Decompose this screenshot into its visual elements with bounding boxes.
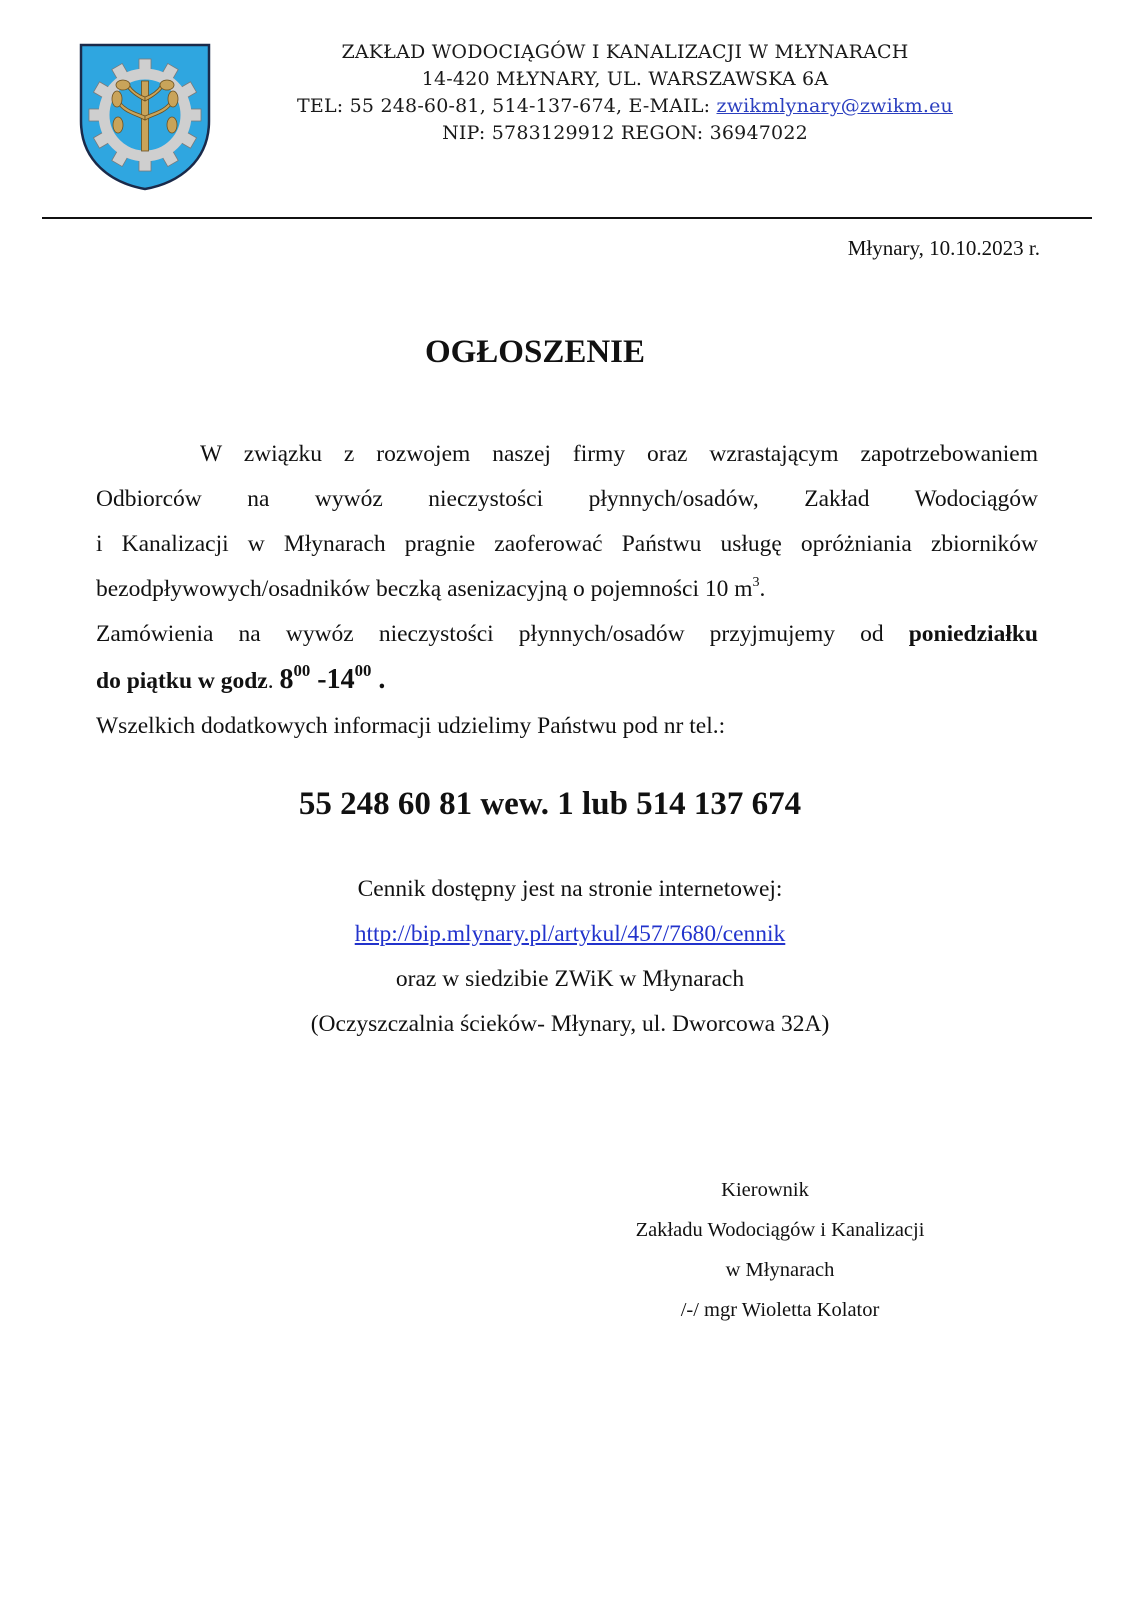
contact-phone-numbers: 55 248 60 81 wew. 1 lub 514 137 674 (298, 786, 802, 822)
body-line: W związku z rozwojem naszej firmy oraz wzrastającym zapotrzebowaniem (200, 441, 1038, 467)
org-name: ZAKŁAD WODOCIĄGÓW I KANALIZACJI W MŁYNARACH (341, 41, 909, 63)
orders-from-day: poniedziałku (908, 621, 1038, 647)
pricing-link-wrap (0, 921, 1140, 948)
signature-org-location: w Młynarach (725, 1259, 835, 1281)
pricing-intro: Cennik dostępny jest na stronie internetowej: (357, 876, 783, 902)
pricing-address: (Oczyszczalnia ścieków- Młynary, ul. Dworcowa 32A) (310, 1011, 830, 1037)
info-line: Wszelkich dodatkowych informacji udzielimy Państwu pod nr tel.: (96, 713, 726, 739)
document-date: Młynary, 10.10.2023 r. (847, 236, 1040, 260)
contact-phones: TEL: 55 248-60-81, 514-137-674, E-MAIL: (297, 95, 717, 117)
org-ids: NIP: 5783129912 REGON: 36947022 (442, 122, 808, 144)
signature-name: /-/ mgr Wioletta Kolator (680, 1299, 880, 1321)
signature-org: Zakładu Wodociągów i Kanalizacji (635, 1219, 925, 1241)
body-paragraph (96, 432, 1038, 749)
body-line: Odbiorców na wywóz nieczystości płynnych/osadów, Zakład Wodociągów (96, 486, 1038, 512)
body-line-capacity: bezodpływowych/osadników beczką asenizacyjną o pojemności 10 $m^3$. (96, 573, 766, 602)
pricing-link[interactable]: http://bip.mlynary.pl/artykul/457/7680/cennik (354, 921, 786, 947)
hours-line: do piątku w godz. $8^{00}$ $-14^{00}$ . (96, 661, 386, 695)
signature-role: Kierownik (721, 1179, 809, 1201)
email-link[interactable]: zwikmlynary@zwikm.eu (716, 95, 953, 117)
org-address: 14-420 MŁYNARY, UL. WARSZAWSKA 6A (421, 68, 829, 90)
header-divider (42, 217, 1092, 219)
org-contact (240, 95, 1010, 117)
orders-line: Zamówienia na wywóz nieczystości płynnych/osadów przyjmujemy od poniedziałku (96, 621, 1038, 647)
pricing-office: oraz w siedzibie ZWiK w Młynarach (395, 966, 745, 992)
signature-block (560, 1170, 1000, 1330)
coat-of-arms-icon (79, 43, 211, 191)
opening-hours: $8^{00}$ $-14^{00}$ . (279, 661, 386, 695)
document-title: OGŁOSZENIE (424, 334, 646, 370)
body-line: i Kanalizacji w Młynarach pragnie zaoferować Państwu usługę opróżniania zbiorników (96, 531, 1038, 557)
